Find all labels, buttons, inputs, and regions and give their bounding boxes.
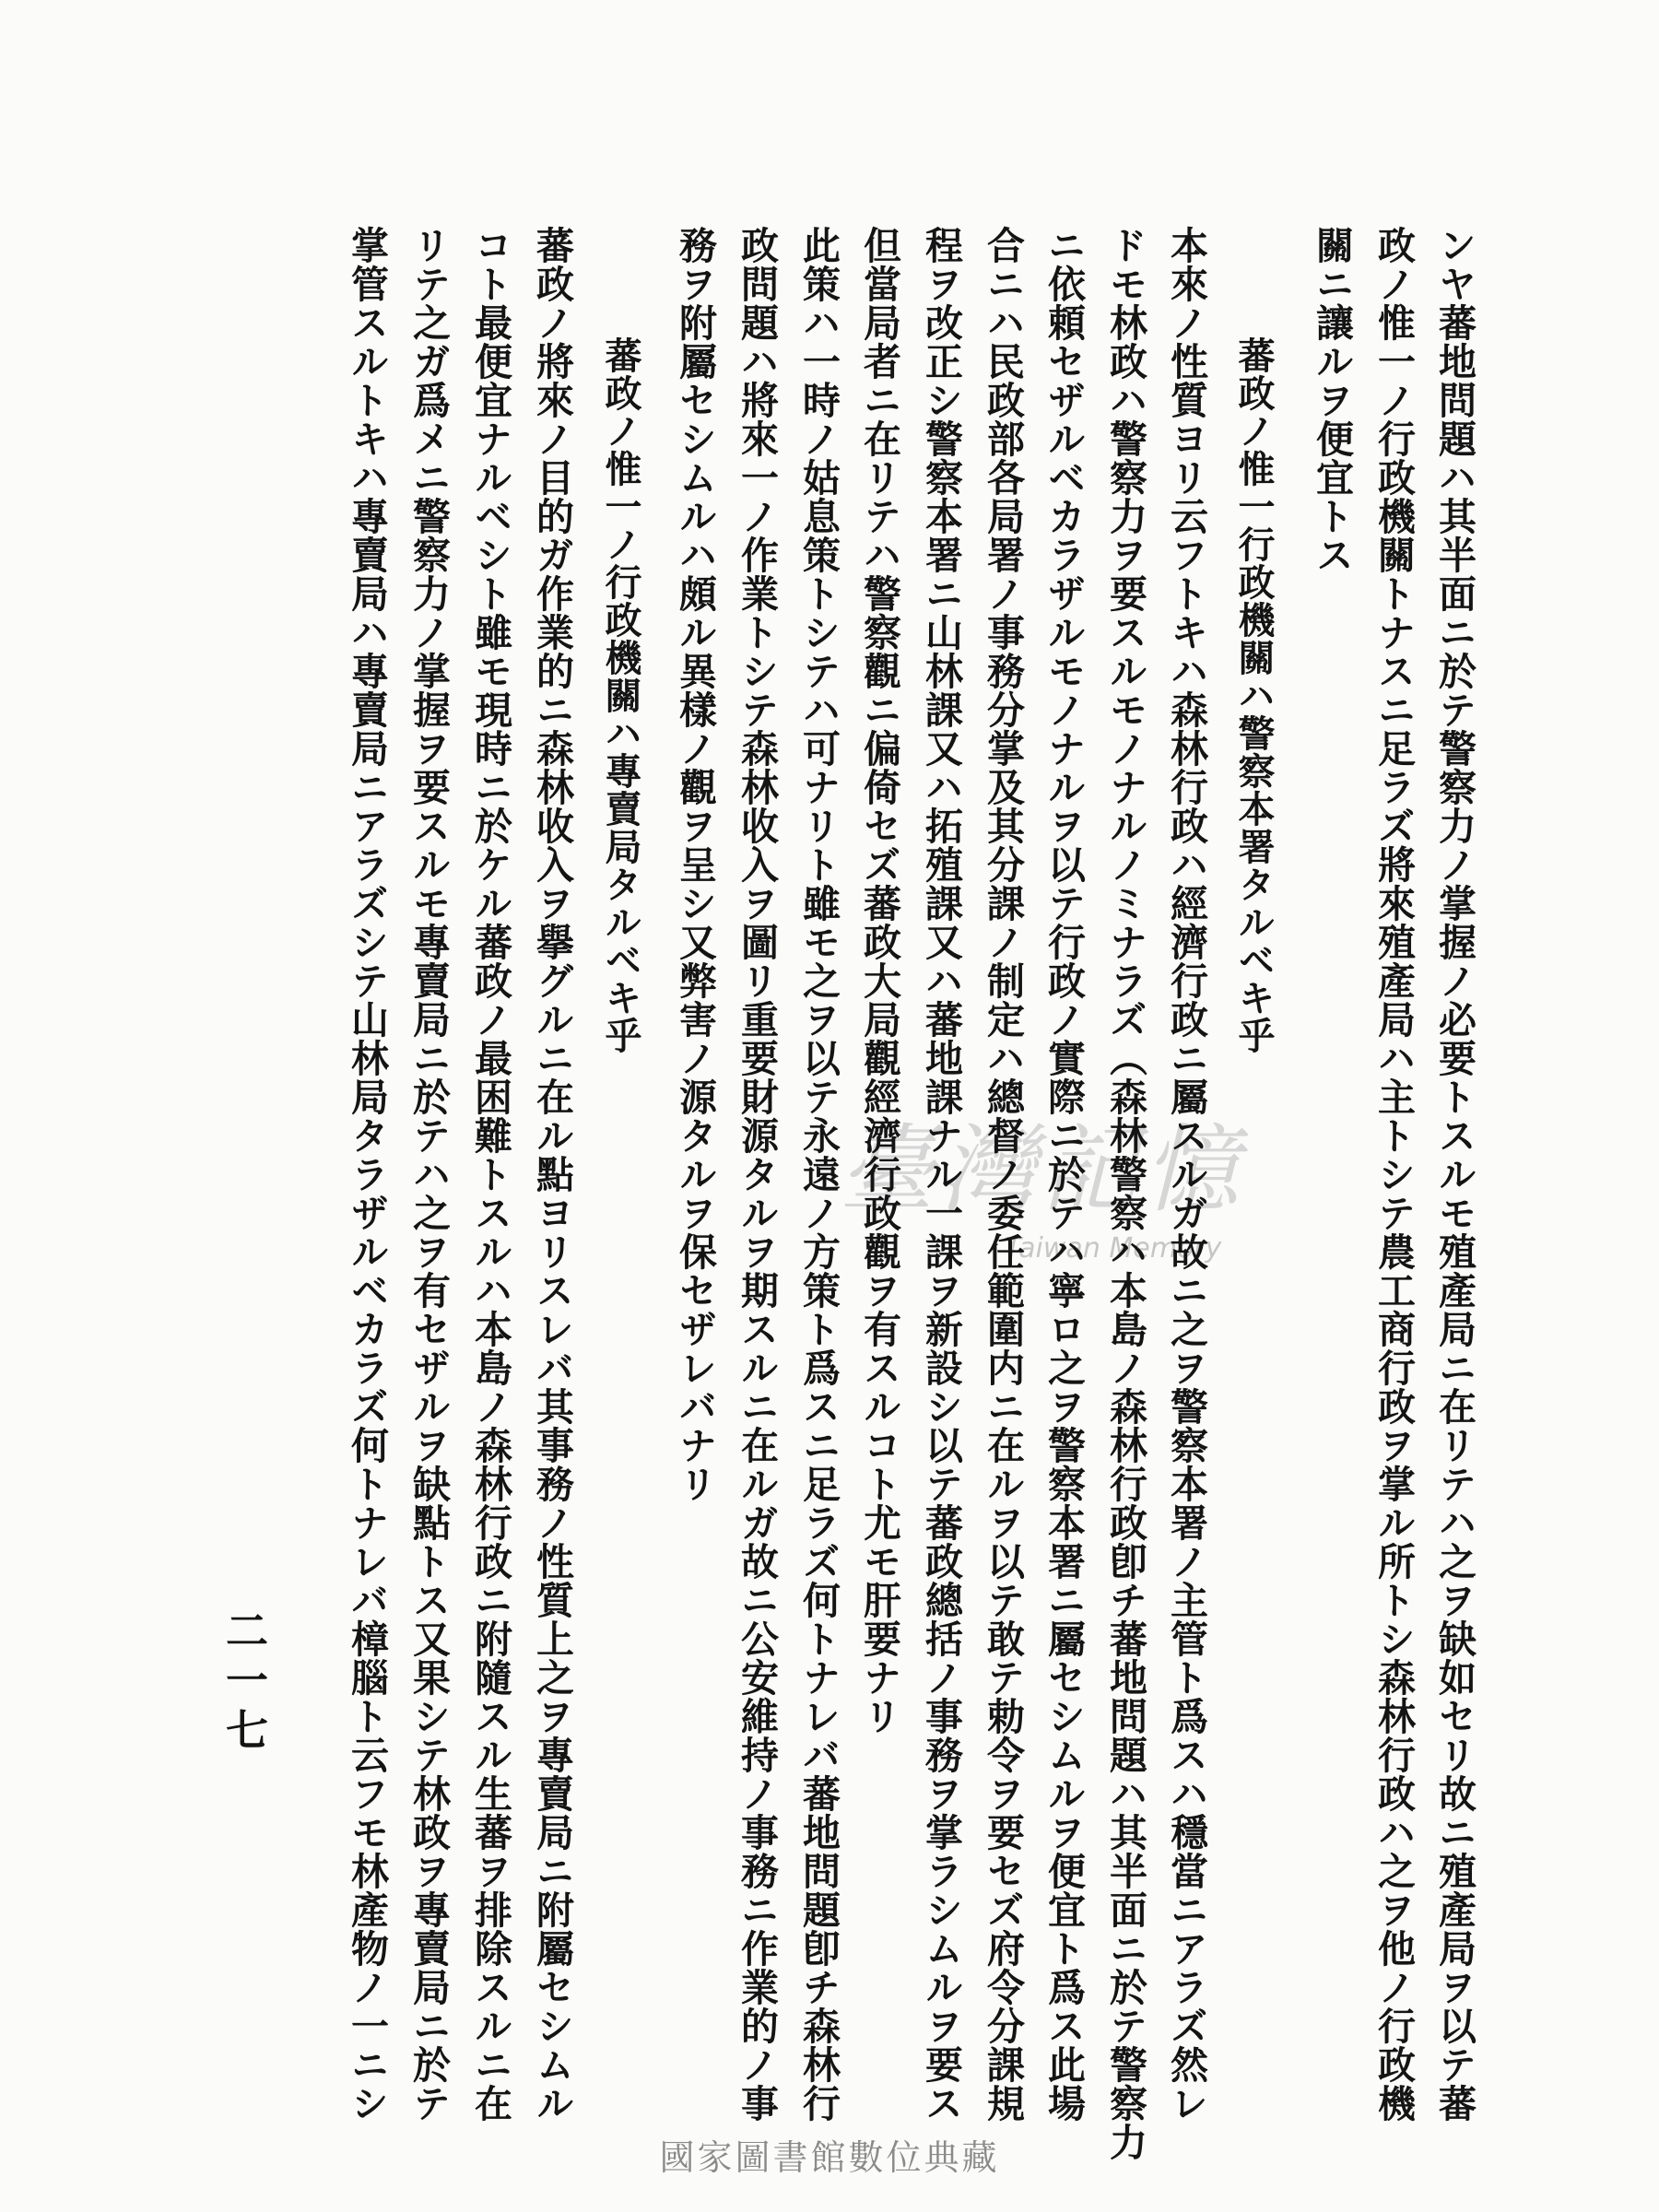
text-line: 務ヲ附屬セシムルハ頗ル異樣ノ觀ヲ呈シ又弊害ノ源タルヲ保セザレバナリ — [673, 226, 717, 1503]
text-line: 但當局者ニ在リテハ警察觀ニ偏倚セズ蕃政大局觀經濟行政觀ヲ有スルコト尤モ肝要ナリ — [857, 226, 901, 1735]
watermark-sub-text: Taiwan Memory — [1005, 1232, 1222, 1265]
text-line: ニ依頼セザルベカラザルモノナルヲ以テ行政ノ實際ニ於テハ寧ロ之ヲ警察本署ニ屬セシムルヲ便宜ト爲ス此場 — [1041, 226, 1086, 2123]
text-line: 政ノ惟一ノ行政機關トナスニ足ラズ將來殖產局ハ主トシテ農工商行政ヲ掌ル所トシ森林行政ハ之ヲ他ノ行政機 — [1371, 226, 1416, 2123]
watermark-main-text: 臺灣記憶 — [839, 1113, 1245, 1226]
page-number: 二一七 — [219, 1608, 269, 1758]
text-line: ンヤ蕃地問題ハ其半面ニ於テ警察力ノ掌握ノ必要トスルモ殖產局ニ在リテハ之ヲ缺如セリ故ニ殖產局ヲ以テ蕃 — [1432, 226, 1477, 2123]
footer-collection-label: 國家圖書館數位典藏 — [659, 2137, 1000, 2178]
text-line: 此策ハ一時ノ姑息策トシテハ可ナリト雖モ之ヲ以テ永遠ノ方策ト爲スニ足ラズ何トナレバ蕃地問題卽チ森林行 — [796, 226, 841, 2123]
text-line: 本來ノ性質ヨリ云フトキハ森林行政ハ經濟行政ニ屬スルガ故ニ之ヲ警察本署ノ主管ト爲スハ穩當ニアラズ然レ — [1164, 226, 1208, 2123]
text-line: ドモ林政ハ警察力ヲ要スルモノナルノミナラズ（森林警察ハ本島ノ森林行政卽チ蕃地問題ハ其半面ニ於テ警察力 — [1103, 226, 1147, 2161]
text-line: 掌管スルトキハ專賣局ハ專賣局ニアラズシテ山林局タラザルベカラズ何トナレバ樟腦ト云フモ林產物ノ一ニシ — [345, 226, 389, 2123]
text-line: 蕃政ノ將來ノ目的ガ作業的ニ森林收入ヲ擧グルニ在ル點ヨリスレバ其事務ノ性質上之ヲ專賣局ニ附屬セシムル — [530, 226, 574, 2123]
text-line: 程ヲ改正シ警察本署ニ山林課又ハ拓殖課又ハ蕃地課ナル一課ヲ新設シ以テ蕃政總括ノ事務ヲ掌ラシムルヲ要ス — [919, 226, 963, 2123]
section-heading: 蕃政ノ惟一行政機關ハ警察本署タルベキ乎 — [1232, 336, 1276, 1054]
text-line: 合ニハ民政部各局署ノ事務分掌及其分課ノ制定ハ總督ノ委任範圍内ニ在ルヲ以テ敢テ勅令ヲ要セズ府令分課規 — [981, 226, 1025, 2123]
section-heading: 蕃政ノ惟一ノ行政機關ハ專賣局タルベキ乎 — [599, 336, 642, 1054]
text-line: コト最便宜ナルベシト雖モ現時ニ於ケル蕃政ノ最困難トスルハ本島ノ森林行政ニ附隨スル生蕃ヲ排除スルニ在 — [468, 226, 512, 2123]
text-line: 關ニ讓ルヲ便宜トス — [1310, 226, 1354, 574]
text-line: 政問題ハ將來一ノ作業トシテ森林收入ヲ圖リ重要財源タルヲ期スルニ在ルガ故ニ公安維持ノ事務ニ作業的ノ事 — [735, 226, 779, 2123]
text-line: リテ之ガ爲メニ警察力ノ掌握ヲ要スルモ專賣局ニ於テハ之ヲ有セザルヲ缺點トス又果シテ林政ヲ專賣局ニ於テ — [406, 226, 451, 2123]
